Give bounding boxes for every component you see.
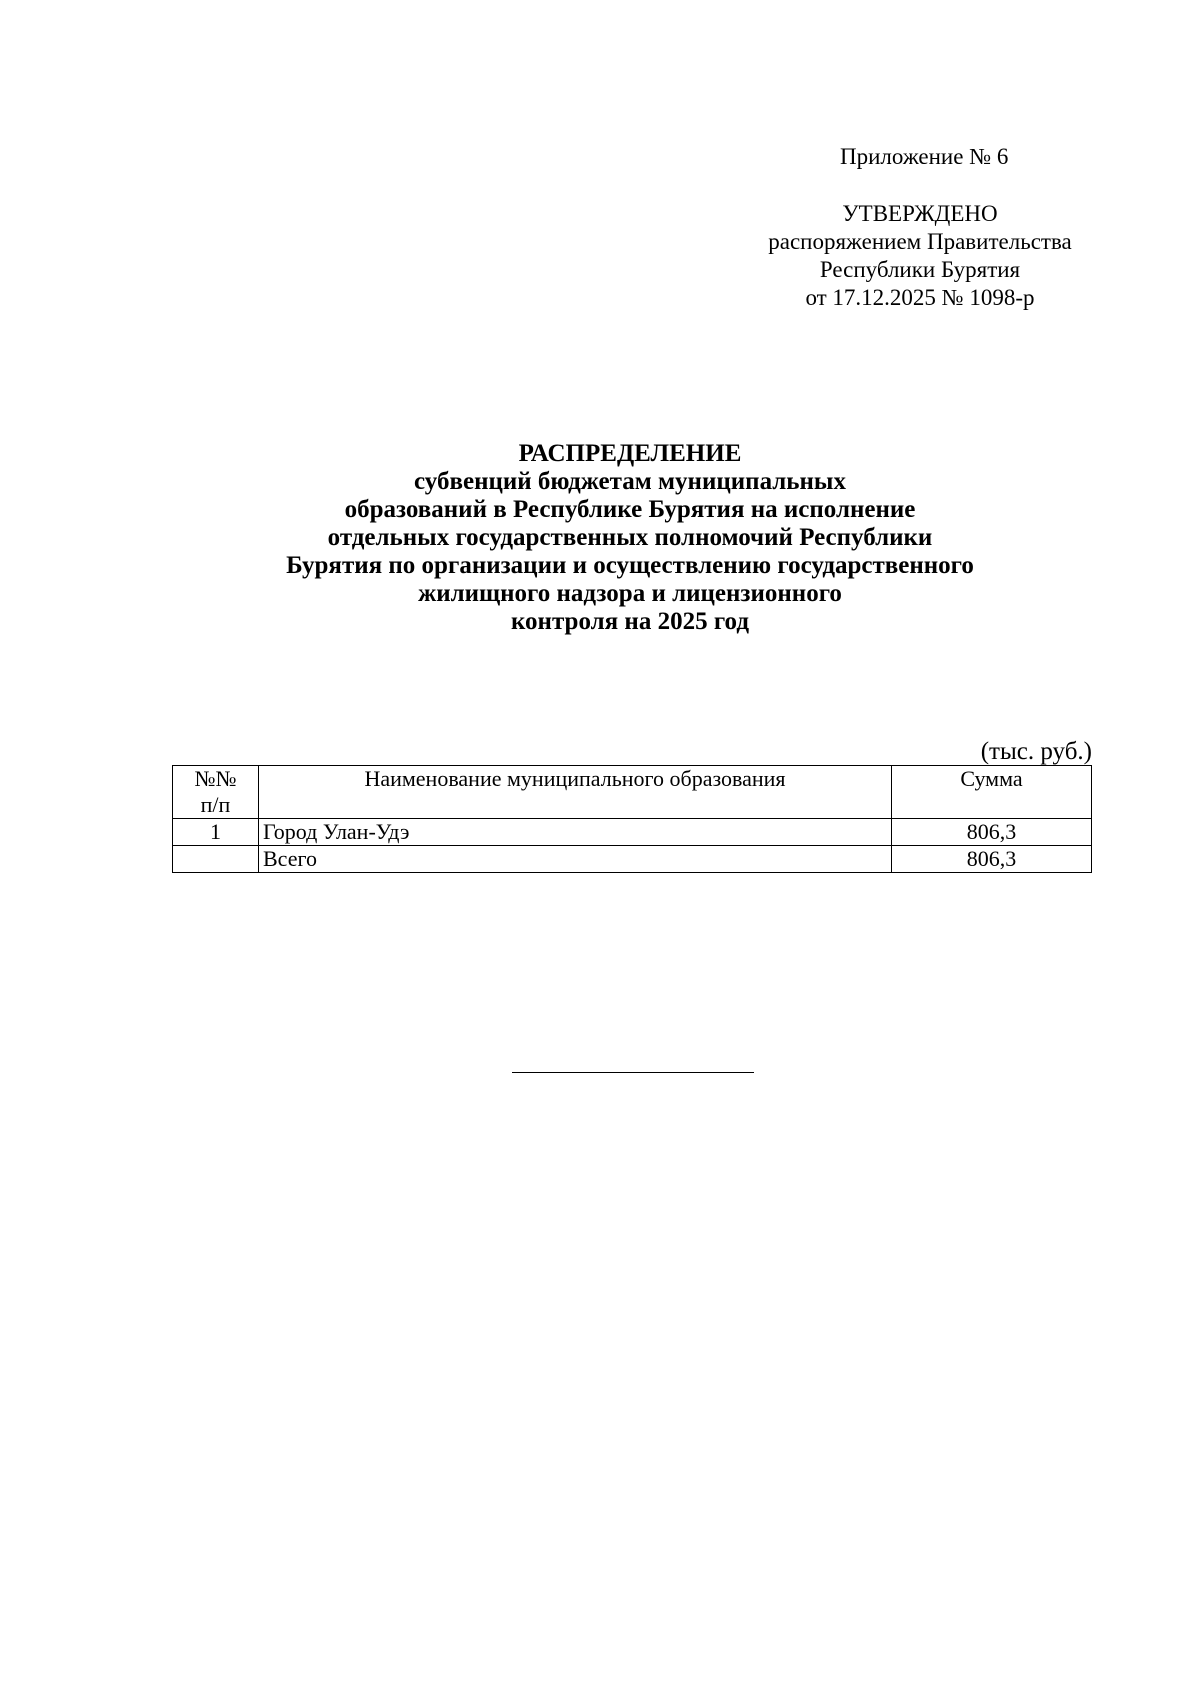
distribution-table [172, 765, 1092, 873]
title-line-3: отдельных государственных полномочий Республики [327, 524, 933, 551]
title-line-1: субвенций бюджетам муниципальных [414, 468, 846, 495]
title-line-2: образований в Республике Бурятия на исполнение [344, 496, 916, 523]
approval-line-3: от 17.12.2025 № 1098-р [805, 285, 1035, 310]
row-num: 1 [173, 819, 259, 846]
total-row [173, 846, 1092, 873]
separator-line [512, 1072, 754, 1073]
header-sum: Сумма [892, 766, 1092, 819]
total-name: Всего [259, 846, 892, 873]
title-heading: РАСПРЕДЕЛЕНИЕ [518, 440, 742, 467]
approval-stamp [740, 200, 1100, 312]
title-line-4: Бурятия по организации и осуществлению государственного [286, 552, 974, 579]
total-num [173, 846, 259, 873]
total-sum: 806,3 [892, 846, 1092, 873]
header-name: Наименование муниципального образования [259, 766, 892, 819]
approval-line-1: распоряжением Правительства [768, 229, 1072, 254]
title-line-5: жилищного надзора и лицензионного [418, 580, 842, 607]
header-num-line-2: п/п [200, 792, 231, 817]
unit-label: (тыс. руб.) [980, 738, 1092, 765]
row-name: Город Улан-Удэ [259, 819, 892, 846]
appendix-label: Приложение № 6 [840, 144, 1009, 169]
table-row [173, 819, 1092, 846]
approval-line-2: Республики Бурятия [819, 257, 1021, 282]
table-header-row [173, 766, 1092, 819]
title-line-6: контроля на 2025 год [510, 608, 749, 635]
document-title [150, 440, 1110, 636]
header-num [173, 766, 259, 819]
header-num-line-1: №№ [194, 766, 237, 791]
approval-status: УТВЕРЖДЕНО [842, 201, 998, 226]
row-sum: 806,3 [892, 819, 1092, 846]
